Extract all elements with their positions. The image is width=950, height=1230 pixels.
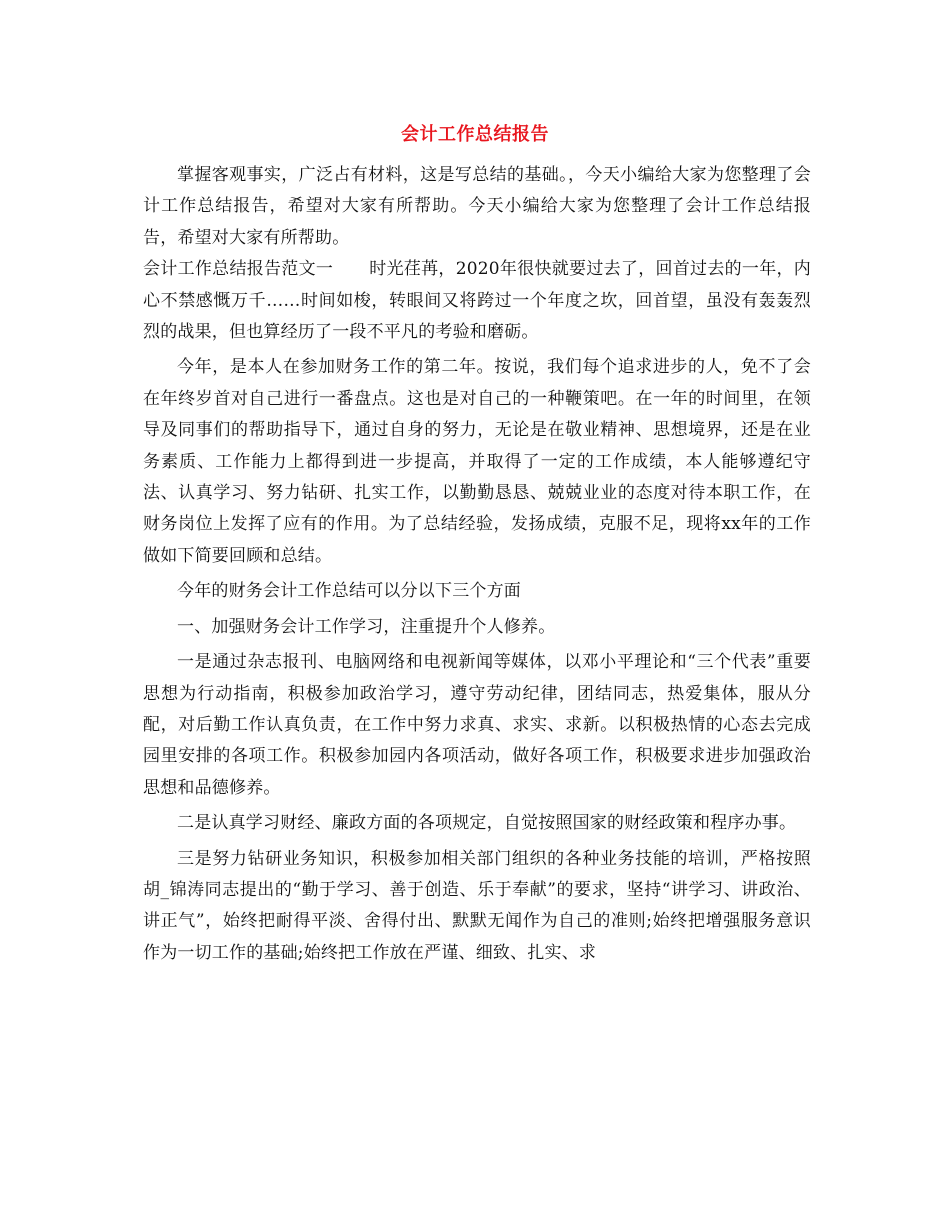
document-title: 会计工作总结报告 [401,124,549,145]
paragraph-three-aspects: 今年的财务会计工作总结可以分以下三个方面 [177,581,521,602]
paragraph-this-year: 今年，是本人在参加财务工作的第二年。按说，我们每个追求进步的人，免不了会在年终岁首对自己进行一番盘点。这也是对自己的一种鞭策吧。在一年的时间里，在领导及同事们的帮助指导下，通过自身的努力，无论是在敬业精神、思想境界，还是在业务素质、工作能力上都得到进一步提高，并取得了一定的工作成绩，本人能够遵纪守法、认真学习、努力钻研、扎实工作，以勤勤恳恳、兢兢业业的态度对待本职工作，在财务岗位上发挥了应有的作用。为了总结经验，发扬成绩，克服不足，现将xx年的工作做如下简要回顾和总结。 [143,357,811,566]
paragraph-point-two: 二是认真学习财经、廉政方面的各项规定，自觉按照国家的财经政策和程序办事。 [177,813,797,834]
paragraph-intro: 掌握客观事实，广泛占有材料，这是写总结的基础。，今天小编给大家为您整理了会计工作总结报告，希望对大家有所帮助。今天小编给大家为您整理了会计工作总结报告，希望对大家有所帮助。 [143,165,811,248]
paragraph-section-one-heading: 一、加强财务会计工作学习，注重提升个人修养。 [177,616,556,637]
document-body [143,160,811,969]
paragraph-point-one: 一是通过杂志报刊、电脑网络和电视新闻等媒体，以邓小平理论和“三个代表”重要思想为行动指南，积极参加政治学习，遵守劳动纪律，团结同志，热爱集体，服从分配，对后勤工作认真负责，在工作中努力求真、求实、求新。以积极热情的心态去完成园里安排的各项工作。积极参加园内各项活动，做好各项工作，积极要求进步加强政治思想和品德修养。 [143,652,811,798]
sample-text: 时光荏苒，2020年很快就要过去了，回首过去的一年，内心不禁感慨万千……时间如梭，转眼间又将跨过一个年度之坎，回首望，虽没有轰轰烈烈的战果，但也算经历了一段不平凡的考验和磨砺。 [143,259,811,343]
paragraph-point-three: 三是努力钻研业务知识，积极参加相关部门组织的各种业务技能的培训，严格按照胡_锦涛同志提出的“勤于学习、善于创造、乐于奉献”的要求，坚持“讲学习、讲政治、讲正气”，始终把耐得平淡、舍得付出、默默无闻作为自己的准则;始终把增强服务意识作为一切工作的基础;始终把工作放在严谨、细致、扎实、求 [143,848,811,963]
sample-heading: 会计工作总结报告范文一 [143,259,334,280]
paragraph-sample-one [143,254,811,348]
